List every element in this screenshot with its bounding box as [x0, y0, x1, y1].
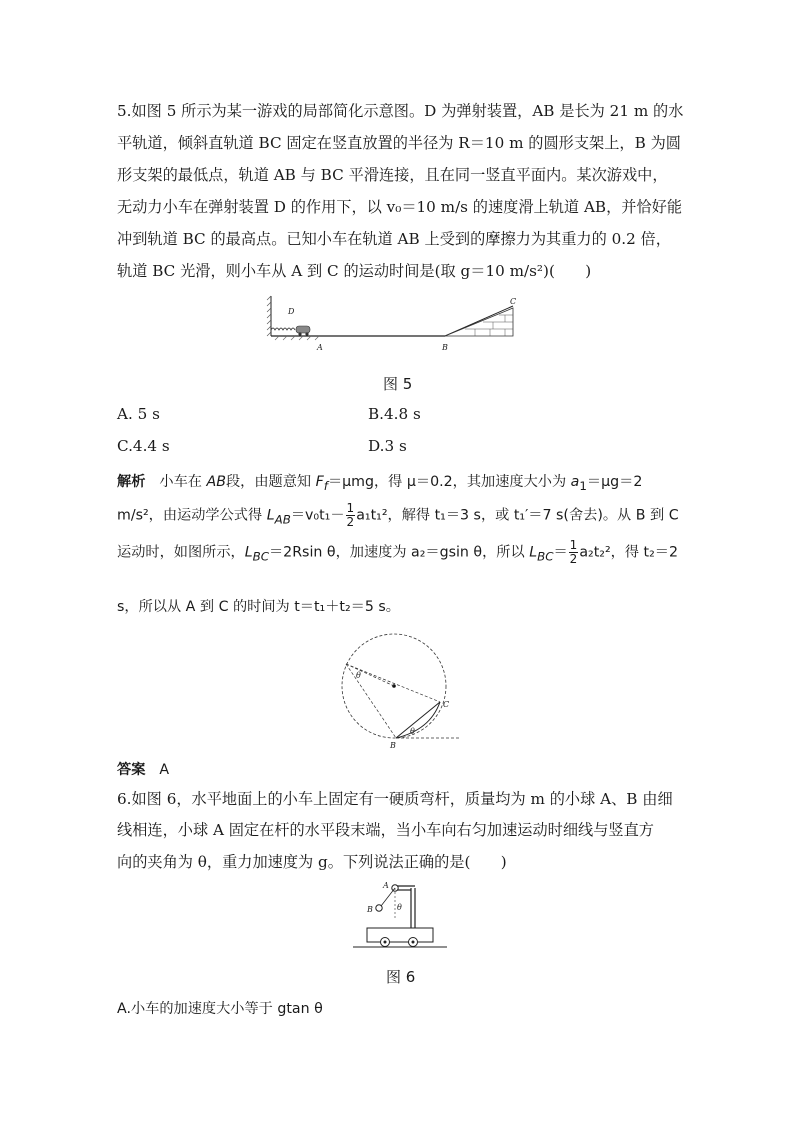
- q5-line-5: 冲到轨道 BC 的最高点。已知小车在轨道 AB 上受到的摩擦力为其重力的 0.2 倍，: [117, 230, 671, 248]
- q6-option-a: A.小车的加速度大小等于 gtan θ: [117, 1001, 323, 1017]
- solution-circle-diagram: [330, 630, 470, 750]
- fig5-label-c: C: [510, 297, 517, 306]
- circle-label-theta-bottom: θ: [410, 727, 415, 736]
- solution-line-1: 解析 小车在 AB段，由题意知 $F_f=\mu mg$，得 μ＝0.2，其加速度大小为 $a_1=\mu g=2$: [117, 474, 643, 493]
- q5-line-4: 无动力小车在弹射装置 D 的作用下，以 v₀＝10 m/s 的速度滑上轨道 AB，并恰好能: [117, 198, 683, 216]
- answer-line: [117, 760, 169, 780]
- solution-line-3: 运动时，如图所示，$L_{BC}=2Rsin$ θ，加速度为 a₂＝gsin θ，所以 $L_{BC}=$ $\frac{1}{2}$ a₂t₂²，得 t₂＝2: [117, 538, 678, 566]
- q5-line-3: 形支架的最低点，轨道 AB 与 BC 平滑连接，且在同一竖直平面内。某次游戏中，: [117, 166, 668, 184]
- fig5-label-d: D: [288, 307, 295, 316]
- q6-line-1: 6.如图 6，水平地面上的小车上固定有一硬质弯杆，质量均为 m 的小球 A、B 由细: [117, 790, 673, 808]
- q6-line-2: 线相连，小球 A 固定在杆的水平段末端，当小车向右匀加速运动时细线与竖直方: [117, 821, 654, 839]
- solution-line-2: m/s²，由运动学公式得 $L_{AB}=v_0t_1-$ $\frac{1}{2}$ a₁t₁²，解得 t₁＝3 s，或 t₁′＝7 s(舍去)。从 B 到 C: [117, 501, 679, 529]
- answer-value: A: [159, 762, 170, 778]
- q5-line-6: 轨道 BC 光滑，则小车从 A 到 C 的运动时间是(取 g＝10 m/s²)( ): [117, 262, 592, 280]
- solution-tag: 解析: [117, 474, 146, 490]
- solution-line-4: s，所以从 A 到 C 的时间为 t＝t₁＋t₂＝5 s。: [117, 599, 400, 615]
- q5-line-2: 平轨道，倾斜直轨道 BC 固定在竖直放置的半径为 R＝10 m 的圆形支架上，B 为圆: [117, 134, 681, 152]
- answer-tag: 答案: [117, 762, 146, 778]
- q5-option-a: A. 5 s: [117, 405, 160, 423]
- fig6-label-b: B: [367, 905, 373, 914]
- fraction-half: $\frac{1}{2}$: [346, 501, 355, 529]
- q5-line-1: 5.如图 5 所示为某一游戏的局部简化示意图。D 为弹射装置，AB 是长为 21 m 的水: [117, 102, 684, 120]
- fraction-half-2: $\frac{1}{2}$: [569, 538, 578, 566]
- circle-label-c: C: [443, 700, 450, 709]
- figure-6-cart-diagram: [345, 878, 455, 953]
- q5-option-d: D.3 s: [368, 437, 407, 455]
- figure-5-track-diagram: [265, 294, 525, 356]
- fig5-label-b: B: [442, 343, 448, 352]
- figure-6-caption: 图 6: [386, 968, 416, 986]
- circle-label-b: B: [390, 741, 396, 750]
- q5-option-b: B.4.8 s: [368, 405, 421, 423]
- q5-option-c: C.4.4 s: [117, 437, 170, 455]
- fig5-label-a: A: [317, 343, 323, 352]
- figure-5-caption: 图 5: [383, 375, 413, 393]
- fig6-label-a: A: [383, 881, 389, 890]
- circle-label-theta-top: θ: [356, 671, 361, 680]
- fig6-label-theta: θ: [397, 903, 402, 912]
- q6-line-3: 向的夹角为 θ，重力加速度为 g。下列说法正确的是( ): [117, 853, 507, 871]
